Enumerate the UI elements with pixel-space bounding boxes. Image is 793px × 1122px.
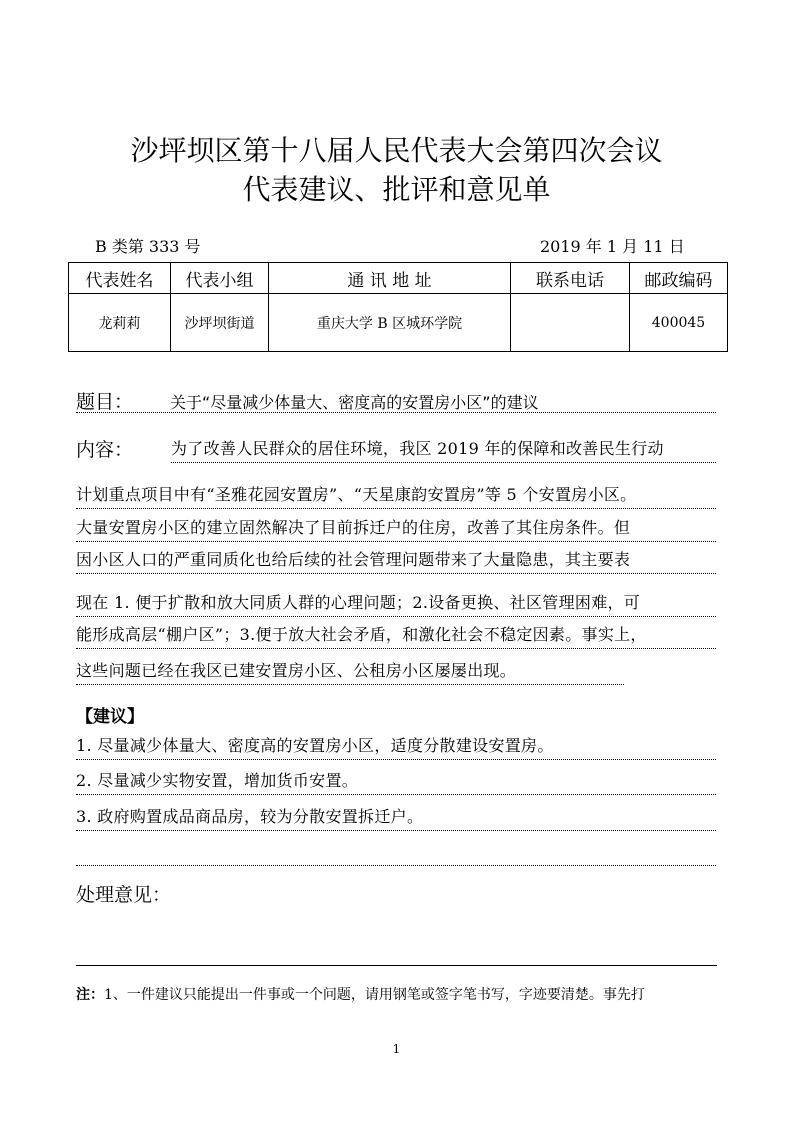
header-phone: 联系电话 [511,263,630,294]
footnote-label: 注： [76,987,104,1003]
subject-text: 关于“尽量减少体量大、密度高的安置房小区”的建议 [170,393,539,412]
suggestion-item: 3. 政府购置成品商品房，较为分散安置拆迁户。 [76,804,716,831]
footnote-text: 1、一件建议只能提出一件事或一个问题，请用钢笔或签字笔书写，字迹要清楚。事先打 [104,987,645,1003]
content-line: 现在 1. 便于扩散和放大同质人群的心理问题；2.设备更换、社区管理困难，可 [76,590,716,617]
content-line: 大量安置房小区的建立固然解决了目前拆迁户的住房，改善了其住房条件。但 [76,515,716,542]
header-postcode: 邮政编码 [630,263,728,294]
content-line: 这些问题已经在我区已建安置房小区、公租房小区屡屡出现。 [76,658,624,685]
cell-address: 重庆大学 B 区城环学院 [269,294,511,352]
blank-dotted-line [76,839,716,866]
subject-line [76,386,716,413]
document-title: 沙坪坝区第十八届人民代表大会第四次会议 [130,134,663,167]
representative-info-table [68,262,728,352]
document-subtitle: 代表建议、批评和意见单 [242,173,551,206]
table-row [69,294,728,352]
suggestions-heading: 【建议】 [76,707,144,727]
header-name: 代表姓名 [69,263,171,294]
cell-phone [511,294,630,352]
cell-group: 沙坪坝街道 [171,294,269,352]
content-line: 能形成高层“棚户区”；3.便于放大社会矛盾，和激化社会不稳定因素。事实上， [76,622,716,649]
header-address: 通 讯 地 址 [269,263,511,294]
header-group: 代表小组 [171,263,269,294]
content-line: 因小区人口的严重同质化也给后续的社会管理问题带来了大量隐患，其主要表 [76,547,716,574]
document-date: 2019 年 1 月 11 日 [540,237,685,256]
handling-opinion-label: 处理意见： [76,884,172,906]
content-line: 为了改善人民群众的居住环境，我区 2019 年的保障和改善民生行动 [171,436,716,463]
page-number: 1 [392,1042,401,1056]
table-header-row [69,263,728,294]
suggestion-item: 2. 尽量减少实物安置，增加货币安置。 [76,768,716,795]
content-label: 内容： [76,439,134,461]
document-number: B 类第 333 号 [95,237,201,256]
content-line: 计划重点项目中有“圣雅花园安置房”、“天星康韵安置房”等 5 个安置房小区。 [76,482,716,509]
cell-name: 龙莉莉 [69,294,171,352]
footnote [76,984,721,1004]
divider [76,965,717,966]
subject-label: 题目： [76,391,134,413]
suggestion-item: 1. 尽量减少体量大、密度高的安置房小区，适度分散建设安置房。 [76,733,716,760]
cell-postcode: 400045 [630,294,728,352]
